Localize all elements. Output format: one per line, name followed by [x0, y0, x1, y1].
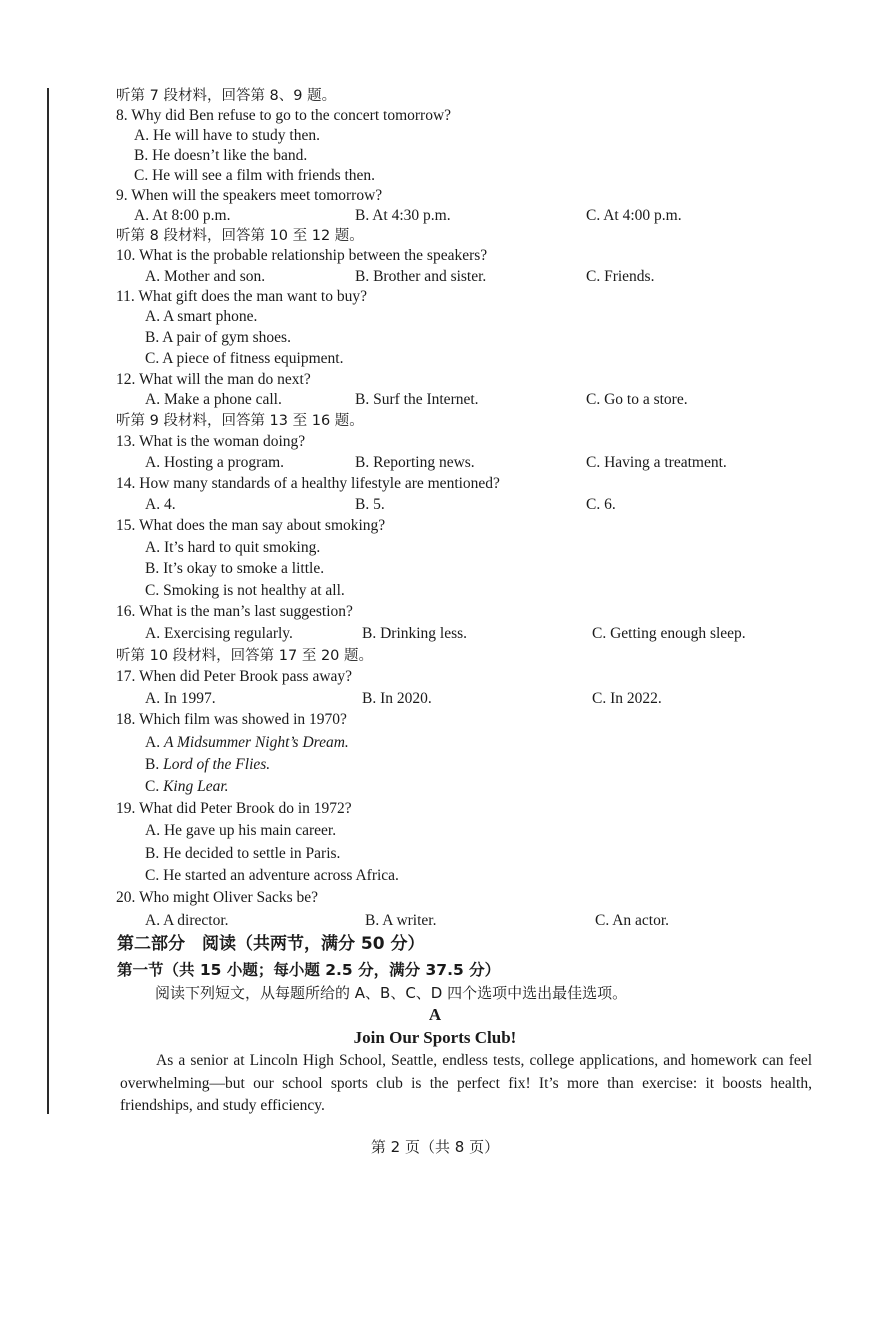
- q9-option-a: A. At 8:00 p.m.: [134, 207, 231, 224]
- q17-option-a: A. In 1997.: [145, 690, 216, 707]
- q20-option-c: C. An actor.: [595, 912, 670, 929]
- q20-option-a: A. A director.: [145, 912, 229, 929]
- part-2-title: 第二部分 阅读（共两节，满分 50 分）: [117, 934, 425, 954]
- section-header-9: 听第 9 段材料，回答第 13 至 16 题。: [116, 413, 364, 429]
- q16-option-b: B. Drinking less.: [362, 625, 468, 642]
- passage-title: Join Our Sports Club!: [353, 1028, 517, 1047]
- q19-option-b: B. He decided to settle in Paris.: [145, 845, 341, 862]
- q12-option-a: A. Make a phone call.: [145, 391, 282, 408]
- section-1-title: 第一节（共 15 小题；每小题 2.5 分，满分 37.5 分）: [117, 961, 501, 979]
- q11-option-b: B. A pair of gym shoes.: [145, 329, 291, 346]
- q15-option-b: B. It’s okay to smoke a little.: [145, 560, 325, 577]
- question-20: 20. Who might Oliver Sacks be?: [116, 889, 319, 906]
- q16-option-a: A. Exercising regularly.: [145, 625, 293, 642]
- q18-option-a-label: A.: [145, 734, 161, 751]
- section-header-10: 听第 10 段材料，回答第 17 至 20 题。: [116, 648, 374, 664]
- question-16: 16. What is the man’s last suggestion?: [116, 603, 353, 620]
- page-footer: 第 2 页（共 8 页）: [370, 1138, 500, 1156]
- q19-option-a: A. He gave up his main career.: [145, 822, 337, 839]
- question-13: 13. What is the woman doing?: [116, 433, 306, 450]
- q10-option-a: A. Mother and son.: [145, 268, 266, 285]
- q18-option-c-label: C.: [145, 778, 160, 795]
- question-15: 15. What does the man say about smoking?: [116, 517, 386, 534]
- question-8: 8. Why did Ben refuse to go to the concert tomorrow?: [116, 107, 452, 124]
- section-header-7: 听第 7 段材料，回答第 8、9 题。: [116, 88, 337, 104]
- reading-instruction: 阅读下列短文，从每题所给的 A、B、C、D 四个选项中选出最佳选项。: [155, 984, 628, 1002]
- passage-letter: A: [428, 1005, 442, 1024]
- q10-option-b: B. Brother and sister.: [355, 268, 487, 285]
- question-9: 9. When will the speakers meet tomorrow?: [116, 187, 383, 204]
- q15-option-c: C. Smoking is not healthy at all.: [145, 582, 345, 599]
- q8-option-c: C. He will see a film with friends then.: [134, 167, 376, 184]
- section-header-8: 听第 8 段材料，回答第 10 至 12 题。: [116, 228, 364, 244]
- question-10: 10. What is the probable relationship between the speakers?: [116, 247, 488, 264]
- q8-option-a: A. He will have to study then.: [134, 127, 320, 144]
- q18-option-b-label: B.: [145, 756, 160, 773]
- question-14: 14. How many standards of a healthy lifestyle are mentioned?: [116, 475, 500, 492]
- q13-option-c: C. Having a treatment.: [586, 454, 727, 471]
- q18-option-b: [145, 755, 270, 775]
- question-12: 12. What will the man do next?: [116, 371, 311, 388]
- q18-option-a: [145, 733, 349, 753]
- q9-option-c: C. At 4:00 p.m.: [586, 207, 682, 224]
- q17-option-c: C. In 2022.: [592, 690, 662, 707]
- q18-option-a-title: A Midsummer Night’s Dream.: [163, 734, 349, 751]
- q14-option-b: B. 5.: [355, 496, 385, 513]
- q12-option-c: C. Go to a store.: [586, 391, 688, 408]
- q14-option-c: C. 6.: [586, 496, 616, 513]
- q13-option-b: B. Reporting news.: [355, 454, 475, 471]
- q14-option-a: A. 4.: [145, 496, 176, 513]
- q18-option-b-title: Lord of the Flies.: [163, 756, 271, 773]
- margin-rule: [47, 88, 49, 1114]
- q18-option-c: [145, 777, 229, 797]
- q10-option-c: C. Friends.: [586, 268, 655, 285]
- question-17: 17. When did Peter Brook pass away?: [116, 668, 353, 685]
- q8-option-b: B. He doesn’t like the band.: [134, 147, 308, 164]
- q11-option-a: A. A smart phone.: [145, 308, 258, 325]
- q15-option-a: A. It’s hard to quit smoking.: [145, 539, 321, 556]
- question-19: 19. What did Peter Brook do in 1972?: [116, 800, 352, 817]
- question-18: 18. Which film was showed in 1970?: [116, 711, 347, 728]
- q20-option-b: B. A writer.: [365, 912, 437, 929]
- q12-option-b: B. Surf the Internet.: [355, 391, 479, 408]
- passage-paragraph: As a senior at Lincoln High School, Seattle, endless tests, college applications, and homework can feel overwhelming—but our school sports club is the perfect fix! It’s more than exercise: it boosts health, friendships, and study efficiency.: [120, 1052, 812, 1114]
- q17-option-b: B. In 2020.: [362, 690, 432, 707]
- q13-option-a: A. Hosting a program.: [145, 454, 285, 471]
- question-11: 11. What gift does the man want to buy?: [116, 288, 367, 305]
- q16-option-c: C. Getting enough sleep.: [592, 625, 746, 642]
- q11-option-c: C. A piece of fitness equipment.: [145, 350, 344, 367]
- q9-option-b: B. At 4:30 p.m.: [355, 207, 451, 224]
- q19-option-c: C. He started an adventure across Africa.: [145, 867, 399, 884]
- q18-option-c-title: King Lear.: [163, 778, 229, 795]
